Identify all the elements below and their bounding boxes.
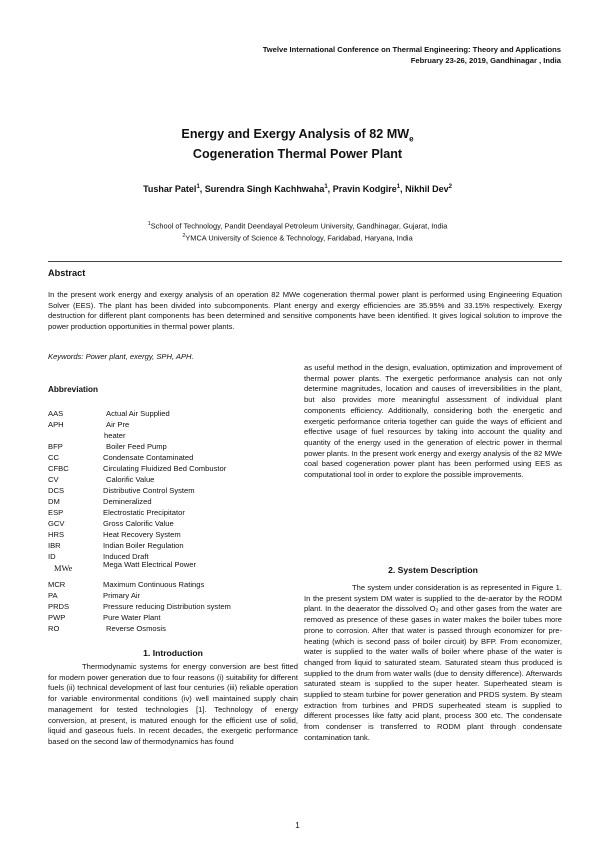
title-line-2: Cogeneration Thermal Power Plant: [192, 146, 403, 161]
conference-date-location: February 23-26, 2019, Gandhinagar , India: [410, 56, 561, 65]
keywords-label: Keywords:: [48, 352, 84, 361]
title-subscript: e: [409, 134, 414, 144]
author: Pravin Kodgire$^1$,: [332, 184, 406, 194]
abbreviation-item: RO Reverse Osmosis: [48, 624, 166, 633]
title-line-1: Energy and Exergy Analysis of 82 MW: [181, 127, 410, 141]
conference-name: Twelve International Conference on Thermal Engineering: Theory and Applications: [262, 45, 561, 54]
author-list: [0, 184, 595, 194]
keywords: [48, 352, 194, 363]
abbreviation-item: CC Condensate Contaminated: [48, 453, 194, 462]
right-column-continuation: as useful method in the design, evaluation, optimization and improvement of thermal power plants. The exergetic performance analysis can not only determine magnitudes, location and causes of irreversibilities in the plant, but also provides more meaningful assessment of individual plant components efficiency. Additionally, considering both the energetic and exergetic performance criteria together can guide the ways of efficient and effective usage of fuel resources by taking into account the quality and quantity of the energy used in the generation of electric power in thermal power plants. In the present work energy and exergy analysis of the 82 MWe coal based cogeneration power plant has been performed using EES as computational tool in order to explore the possible improvements.: [304, 363, 562, 480]
abbreviation-item: APH Air Pre: [48, 420, 130, 429]
page-number: 1: [295, 821, 300, 830]
affiliations: [0, 219, 595, 244]
abbreviation-heading: Abbreviation: [48, 385, 99, 394]
abstract-text: In the present work energy and exergy analysis of an operation 82 MWe cogeneration thermal power plant is performed using Engineering Equation Solver (EES). The plant has been divided into subcomponents. Plant energy and exergy efficiencies are 35.95% and 33.15% respectively. Exergy destruction for different plant components has been determined and sensitive components have been identified. It gives logical solution to improve the power production opportunities in thermal power plants.: [48, 290, 562, 332]
abbreviation-item: GCV Gross Calorific Value: [48, 519, 174, 528]
keywords-list: Power plant, exergy, SPH, APH.: [83, 352, 194, 361]
abbreviation-item: DM Demineralized: [48, 497, 152, 506]
section-divider: [48, 261, 562, 262]
abbreviation-item: PWP Pure Water Plant: [48, 613, 161, 622]
affiliation: $^1$School of Technology, Pandit Deendayal Petroleum University, Gandhinagar, Gujarat, India: [147, 221, 448, 231]
abbreviation-item: MCR Maximum Continuous Ratings: [48, 580, 205, 589]
system-description-text: The system under consideration is as represented in Figure 1. In the present system DM water is supplied to the de-aerator by the RODM plant. In the deaerator the dissolved O₂ and other gases from the water are removed as presence of these gases in water makes the boiler tubes more prone to corrosion. After that water is passed through economizer for pre-heating (which is second pass of boiler circuit) by BFP. From economizer, water is supplied to the water walls of boiler where phase of the water is changed from liquid to saturated steam. Saturated steam thus produced is supplied to the drum from water walls (due to density difference). Afterwards saturated steam is supplied to the super heater. Superheated steam is supplied to steam turbine for power generation and PRDS system. By steam extraction from turbines and PRDS superheated steam is supplied to different processes like fatty acid plant, process 300 etc. The condensate from condenser is transferred to RODM plant through condensate contamination tank.: [304, 583, 562, 742]
abbreviation-item: BFP Boiler Feed Pump: [48, 442, 167, 451]
author: Surendra Singh Kachhwaha$^1$,: [204, 184, 333, 194]
introduction-text: Thermodynamic systems for energy conversion are best fitted for modern power generation due to four reasons (i) suitability for different fuels (ii) technical development of last four centuries (iii) reliable operation for variable environmental conditions (iv) well maintained supply chain management for tested technologies [1]. Technology of energy conversion, at present, is matured enough for the efficient use of solid, liquid and gaseous fuels. In recent decades, the exergetic performance based on the second law of thermodynamics has found: [48, 662, 298, 746]
abbreviation-item: ID Induced Draft: [48, 552, 149, 561]
abstract-heading: Abstract: [48, 268, 86, 278]
abbreviation-item: CFBC Circulating Fluidized Bed Combustor: [48, 464, 227, 473]
paper-title: [0, 127, 595, 162]
abbreviation-item: ESP Electrostatic Precipitator: [48, 508, 185, 517]
conference-header: [263, 44, 561, 66]
abbreviation-item: MWe Mega Watt Electrical Power: [54, 560, 196, 573]
author: Tushar Patel$^1$,: [143, 184, 205, 194]
abbreviation-item: IBR Indian Boiler Regulation: [48, 541, 184, 550]
abbreviation-item: AAS Actual Air Supplied: [48, 409, 170, 418]
system-description-heading: 2. System Description: [388, 565, 478, 575]
abbreviation-item: PA Primary Air: [48, 591, 141, 600]
abbreviation-item: CV Calorific Value: [48, 475, 155, 484]
introduction-heading: 1. Introduction: [143, 648, 203, 658]
author: Nikhil Dev$^2$: [405, 184, 452, 194]
abbreviation-item: PRDS Pressure reducing Distribution system: [48, 602, 231, 611]
abbreviation-item: HRS Heat Recovery System: [48, 530, 181, 539]
abbreviation-item: heater: [104, 431, 126, 440]
affiliation: $^2$YMCA University of Science & Technology, Faridabad, Haryana, India: [182, 233, 413, 243]
abbreviation-item: DCS Distributive Control System: [48, 486, 195, 495]
